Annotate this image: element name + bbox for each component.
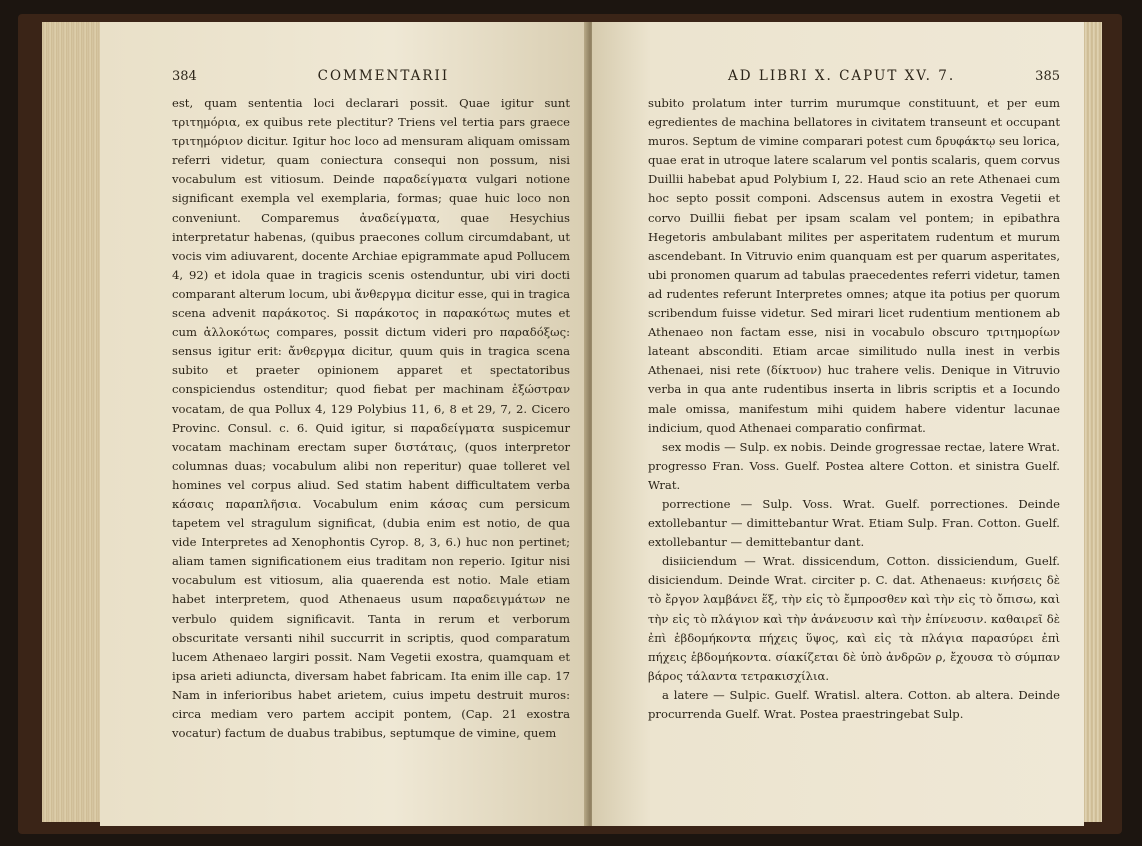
right-page-number: 385: [1035, 69, 1060, 84]
right-note-2: porrectione — Sulp. Voss. Wrat. Guelf. porrectiones. Deinde extollebantur — dimittebantur Wrat. Etiam Sulp. Fran. Cotton. Guelf. extollebantur — demittebantur dant.: [648, 496, 1060, 550]
left-page: [100, 22, 588, 826]
left-page-title: COMMENTARII: [317, 68, 450, 84]
right-page-edges: [1082, 22, 1102, 822]
right-note-3: disiiciendum — Wrat. dissicendum, Cotton. dissiciendum, Guelf. disiciendum. Deinde Wrat. circiter p. C. dat. Athenaeus: κινήσεις δὲ τὸ ἔργον λαμβάνει ἕξ, τὴν εἰς τὸ ἔμπροσθεν καὶ τὴν εἰς τὸ ὄπισω, καὶ τὴν εἰς τὸ πλάγιον καὶ τὴν ἀνάνευσιν καὶ τὴν ἐπίνευσιν. καθαιρεῖ δὲ ἐπὶ ἑβδομήκοντα πήχεις ὕψος, καὶ εἰς τὰ πλάγια παρασύρει ἐπὶ πήχεις ἑβδομήκοντα. σίακίζεται δὲ ὑπὸ ἀνδρῶν ρ, ἔχουσα τὸ σύμπαν βάρος τάλαντα τετρακισχίλια.: [648, 554, 1060, 683]
right-page: [592, 22, 1084, 826]
left-running-head: [172, 68, 570, 84]
left-page-edges: [42, 22, 100, 822]
right-page-body: [648, 94, 1060, 724]
right-running-head: [648, 68, 1060, 84]
left-paragraph-1: est, quam sententia loci declarari possit. Quae igitur sunt τριτημόρια, ex quibus rete plectitur? Triens vel tertia pars graece τριτημόριον dicitur. Igitur hoc loco ad mensuram aliquam omissam referri videtur, quam coniectura consequi non possum, nisi vocabulum est vitiosum. Deinde παραδείγματα vulgari notione significant exempla vel exemplaria, formas; quae huic loco non conveniunt. Comparemus ἀναδείγματα, quae Hesychius interpretatur habenas, (quibus praecones collum circumdabant, ut vocis vim adiuvarent, docente Archiae epigrammate apud Pollucem 4, 92) et idola quae in tragicis scenis ostenduntur, ubi viri docti comparant alterum locum, ubi ἄνθεργμα dicitur esse, qui in tragica scena advenit παράκοτος. Si παράκοτος in παρακότως mutes et cum ἀλλοκότως compares, possit dictum videri pro παραδόξως: sensus igitur erit: ἄνθεργμα dicitur, quum quis in tragica scena subito et praeter opinionem apparet et spectatoribus conspiciendus ostenditur; quod fiebat per machinam ἐξώστραν vocatam, de qua Pollux 4, 129 Polybius 11, 6, 8 et 29, 7, 2. Cicero Provinc. Consul. c. 6. Quid igitur, si παραδείγματα suspicemur vocatam machinam erectam super διστάταις, (quos interpretor columnas duas; vocabulum alibi non reperitur) quae tolleret vel homines vel corpus aliud. Sed statim habent difficultatem verba κάσαις παραπλῆσια. Vocabulum enim κάσας cum persicum tapetem vel stragulum significat, (dubia enim est notio, de qua vide Interpretes ad Xenophontis Cyrop. 8, 3, 6.) huc non pertinet; aliam tamen significationem eius traditam non reperio. Igitur nisi vocabulum est vitiosum, alia quaerenda est notio. Male etiam habet interpretem, quod Athenaeus usum παραδειγμάτων ne verbulo quidem significavit. Tanta in rerum et verborum obscuritate versanti nihil succurrit in scriptis, quod comparatum lucem Athenaeo largiri possit. Nam Vegetii exostra, quamquam et ipsa arieti adiuncta, diversam habet fabricam. Ita enim ille cap. 17 Nam in inferioribus habet arietem, cuius impetu destruit muros: circa mediam vero partem accipit pontem, (Cap. 21 exostra vocatur) factum de duabus trabibus, septumque de vimine, quem: [172, 96, 570, 741]
right-paragraph-1: subito prolatum inter turrim murumque constituunt, et per eum egredientes de machina bellatores in civitatem transeunt et occupant muros. Septum de vimine comparari potest cum δρυφάκτῳ seu lorica, quae erat in utroque latere scalarum vel pontis scalaris, quem corvus Duillii habebat apud Polybium I, 22. Haud scio an rete Athenaei cum hoc septo possit componi. Adscensus autem in exostra Vegetii et corvo Duillii fiebat per ipsam scalam vel pontem; in epibathra Hegetoris ambulabant milites per asperitatem rudentum et murum ascendebant. In Vitruvio enim quanquam est per quarum asperitates, ubi pronomen quarum ad tabulas praecedentes referri videtur, tamen ad rudentes referunt Interpretes omnes; atque ita potius per quorum scribendum fuisse videtur. Sed mirari licet rudentium mentionem ab Athenaeo non factam esse, nisi in vocabulo obscuro τριτημορίων lateant absconditi. Etiam arcae similitudo nulla inest in verbis Athenaei, nisi rete (δίκτυον) huc trahere velis. Denique in Vitruvio verba in qua ante rudentibus inserta in libris scriptis et a Iocundo male omissa, manifestum mihi quidem habere videntur lacunae indicium, quod Athenaei comparatio confirmat.: [648, 96, 1060, 435]
right-page-title: AD LIBRI X. CAPUT XV. 7.: [728, 68, 956, 84]
right-note-1: sex modis — Sulp. ex nobis. Deinde grogressae rectae, latere Wrat. progresso Fran. Voss. Guelf. Postea altere Cotton. et sinistra Guelf. Wrat.: [648, 439, 1060, 492]
left-page-number: 384: [172, 69, 197, 84]
left-page-body: [172, 94, 570, 743]
right-note-4: a latere — Sulpic. Guelf. Wratisl. altera. Cotton. ab altera. Deinde procurrenda Guelf. Wrat. Postea praestringebat Sulp.: [648, 687, 1060, 721]
